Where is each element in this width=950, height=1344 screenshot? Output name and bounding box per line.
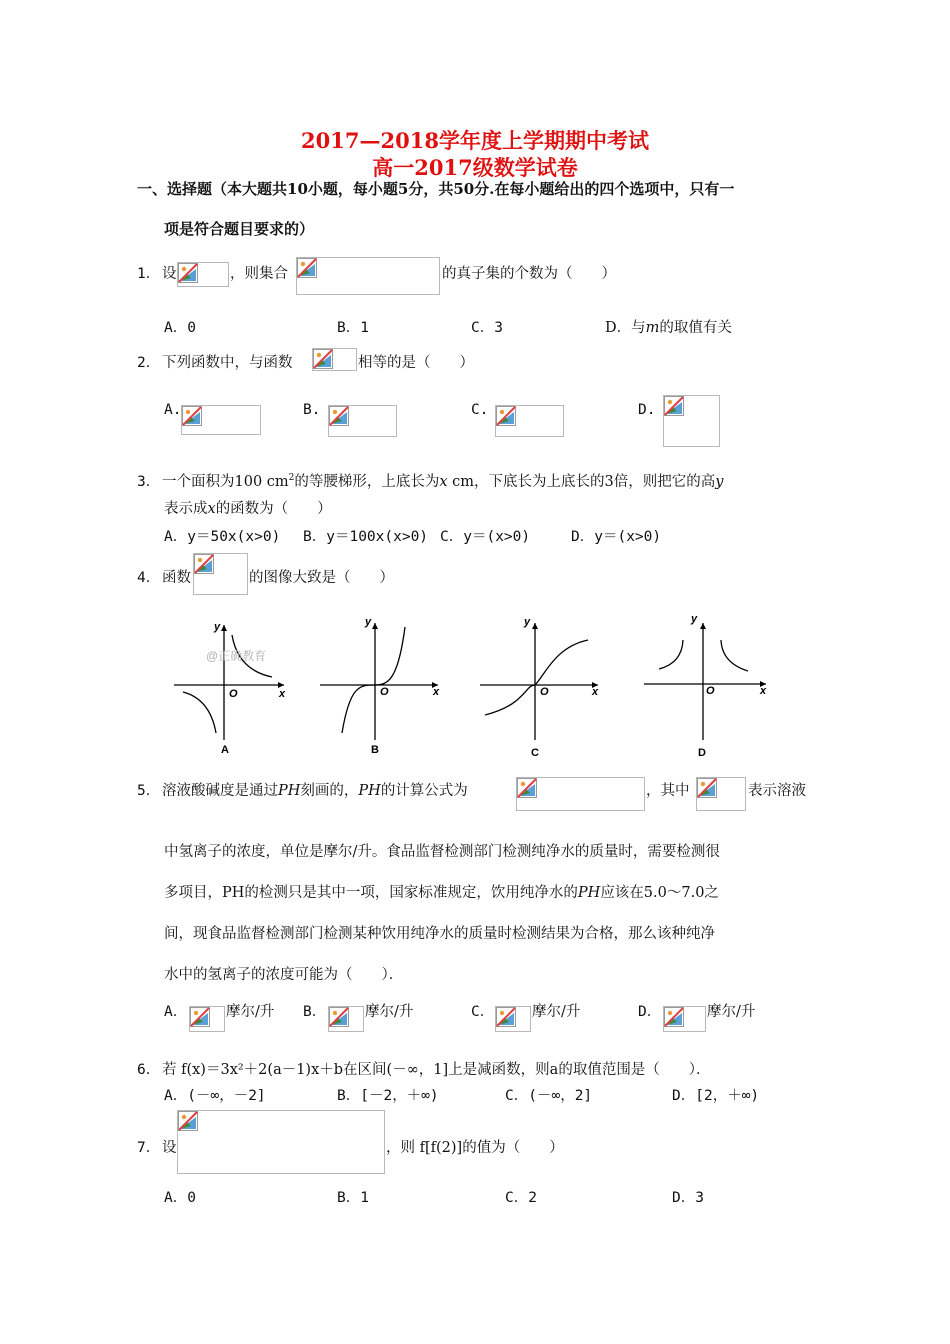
question-paragraph: 水中的氢离子的浓度可能为（ ）． <box>164 967 404 983</box>
option-d: D．与m的取值有关 <box>605 320 732 336</box>
graph-label-b: B <box>371 744 379 756</box>
question-text: 一个面积为100 $cm^2$的等腰梯形，上底长为x cm，下底长为上底长的3倍，则把它的高y <box>162 473 724 490</box>
question-text: 的图像大致是（ ） <box>249 570 394 586</box>
option-b: B．y＝100x(x>0) <box>303 529 429 545</box>
graph-label-d: D <box>698 747 706 759</box>
option-d: D．3 <box>672 1190 704 1206</box>
option-b: B. <box>303 402 321 418</box>
option-d-image <box>663 1006 706 1032</box>
axis-x-label: x <box>279 688 286 700</box>
unit-label: 摩尔/升 <box>532 1004 581 1020</box>
option-b: B．1 <box>337 1190 369 1206</box>
formula-image <box>193 553 248 595</box>
broken-image-icon <box>297 258 317 278</box>
question-text: 下列函数中，与函数 <box>162 355 293 371</box>
exam-title: 2017—2018学年度上学期期中考试 <box>301 128 649 153</box>
option-c-image <box>495 405 564 437</box>
axis-y-label: y <box>524 616 531 628</box>
broken-image-icon <box>178 1111 198 1131</box>
axis-y-label: y <box>214 621 221 633</box>
option-b: B．1 <box>337 320 369 336</box>
option-a-image <box>181 405 261 435</box>
formula-image <box>177 262 229 287</box>
option-d: D．[2，＋∞) <box>672 1088 760 1104</box>
broken-image-icon <box>496 406 516 426</box>
broken-image-icon <box>313 349 333 369</box>
origin-label: O <box>706 685 715 697</box>
broken-image-icon <box>178 263 198 283</box>
formula-image <box>696 777 746 811</box>
question-text: 表示溶液 <box>748 783 806 799</box>
broken-image-icon <box>517 778 537 798</box>
question-number: 6． <box>137 1062 161 1078</box>
option-a: A．0 <box>164 1190 196 1206</box>
axis-x-label: x <box>760 685 767 697</box>
question-text: 设 <box>162 266 177 282</box>
graph-label-c: C <box>531 747 539 759</box>
option-c: C．y＝(x>0) <box>440 529 531 545</box>
question-paragraph: 中氢离子的浓度，单位是摩尔/升。食品监督检测部门检测纯净水的质量时，需要检测很 <box>164 844 720 860</box>
option-a: A．(－∞，－2] <box>164 1088 266 1104</box>
graph-options <box>160 605 800 765</box>
option-c: C．2 <box>505 1190 537 1206</box>
option-d-image <box>663 395 720 447</box>
formula-image <box>312 348 357 371</box>
axis-y-label: y <box>365 616 372 628</box>
question-text: 若 f(x)＝3x²＋2(a－1)x＋b在区间(－∞，1]上是减函数，则a的取值范围是（ ）． <box>162 1062 711 1078</box>
option-a: A．0 <box>164 320 196 336</box>
question-text-cont: 表示成x的函数为（ ） <box>164 501 332 517</box>
option-a: A. <box>164 402 182 418</box>
question-paragraph: 多项目，PH的检测只是其中一项，国家标准规定，饮用纯净水的PH应该在5.0～7.0之 <box>164 885 719 901</box>
question-text: 的真子集的个数为（ ） <box>442 266 616 282</box>
broken-image-icon <box>664 396 684 416</box>
option-b: B．[－2，＋∞) <box>337 1088 439 1104</box>
option-c: C． <box>471 1004 495 1020</box>
broken-image-icon <box>329 406 349 426</box>
option-b-image <box>328 405 397 437</box>
axis-x-label: x <box>433 686 440 698</box>
option-c: C. <box>471 402 489 418</box>
question-number: 7． <box>137 1140 161 1156</box>
question-text: ，其中 <box>646 783 690 799</box>
option-a: A． <box>164 1004 188 1020</box>
axis-x-label: x <box>592 686 599 698</box>
option-d: D． <box>638 1004 662 1020</box>
broken-image-icon <box>329 1007 349 1027</box>
formula-image <box>296 257 440 295</box>
broken-image-icon <box>194 554 214 574</box>
question-text: 相等的是（ ） <box>358 355 474 371</box>
section-heading: 一、选择题（本大题共10小题，每小题5分，共50分.在每小题给出的四个选项中，只有一 <box>137 180 735 198</box>
question-number: 3． <box>137 474 161 490</box>
unit-label: 摩尔/升 <box>226 1004 275 1020</box>
question-paragraph: 间，现食品监督检测部门检测某种饮用纯净水的质量时检测结果为合格，那么该种纯净 <box>164 926 715 942</box>
broken-image-icon <box>182 406 202 426</box>
option-a: A．y＝50x(x>0) <box>164 529 281 545</box>
origin-label: O <box>229 688 238 700</box>
origin-label: O <box>540 686 549 698</box>
option-c: C．3 <box>471 320 503 336</box>
question-text: 溶液酸碱度是通过PH刻画的，PH的计算公式为 <box>162 783 468 799</box>
option-d: D．y＝(x>0) <box>571 529 662 545</box>
formula-image <box>516 777 645 811</box>
option-c: C．(－∞，2] <box>505 1088 593 1104</box>
question-text: 设 <box>162 1140 177 1156</box>
unit-label: 摩尔/升 <box>365 1004 414 1020</box>
question-text: 函数 <box>162 570 191 586</box>
graph-label-a: A <box>221 744 229 756</box>
section-heading-cont: 项是符合题目要求的） <box>164 220 315 238</box>
option-b: B． <box>303 1004 327 1020</box>
option-d: D. <box>638 402 656 418</box>
exam-subtitle: 高一2017级数学试卷 <box>372 155 578 180</box>
question-number: 1． <box>137 266 161 282</box>
unit-label: 摩尔/升 <box>707 1004 756 1020</box>
option-b-image <box>328 1006 364 1032</box>
question-number: 5． <box>137 783 161 799</box>
broken-image-icon <box>664 1007 684 1027</box>
broken-image-icon <box>697 778 717 798</box>
origin-label: O <box>380 686 389 698</box>
question-number: 4． <box>137 570 161 586</box>
question-text: ，则 f[f(2)]的值为（ ） <box>386 1140 564 1156</box>
axis-y-label: y <box>691 613 698 625</box>
option-c-image <box>495 1006 531 1032</box>
broken-image-icon <box>190 1007 210 1027</box>
question-number: 2． <box>137 355 161 371</box>
formula-image <box>177 1110 385 1174</box>
watermark: @正确教育 <box>206 649 267 663</box>
broken-image-icon <box>496 1007 516 1027</box>
option-a-image <box>189 1006 225 1032</box>
question-text: ，则集合 <box>230 266 288 282</box>
